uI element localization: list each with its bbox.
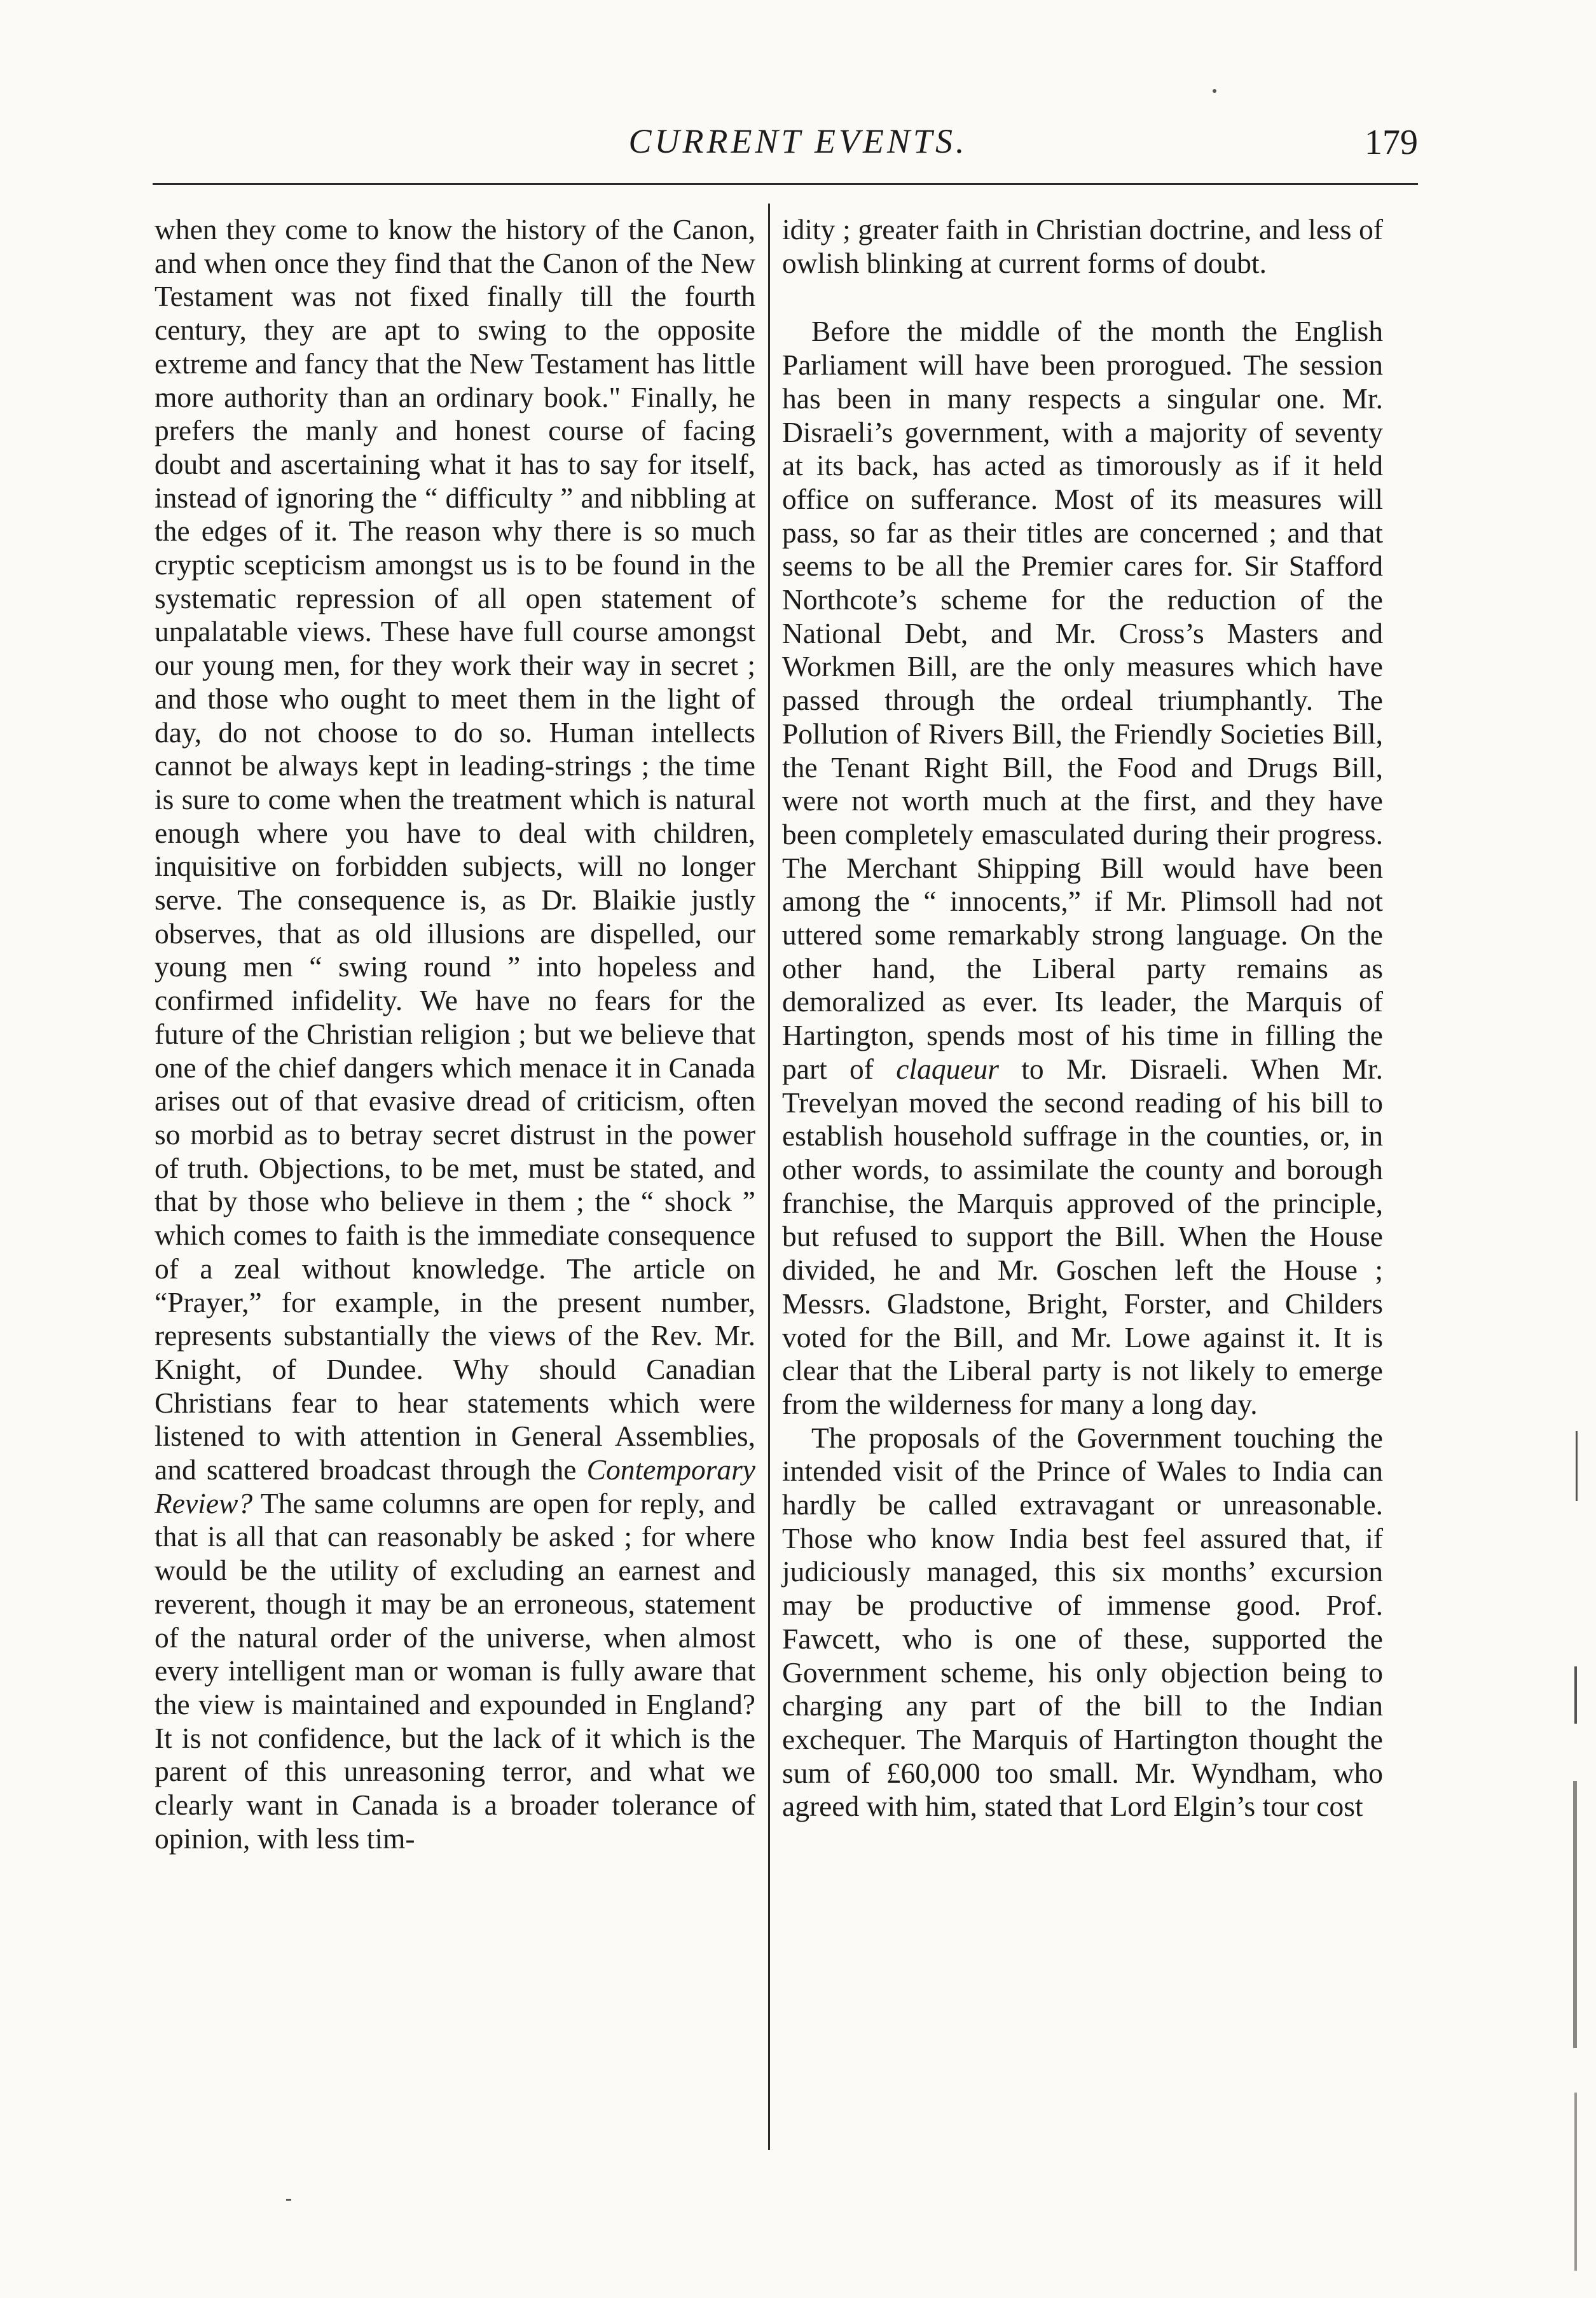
right-paragraph-2-text-a: Before the middle of the month the English Parliament will have been prorogued. The session has been in many respects a singular one. Mr. Disraeli’s government, with a majority of seventy at its back, has acted as timorously as if it held office on sufferance. Most of its measures will pass, so far as their titles are concerned ; and that seems to be all the Premier cares for. Sir Stafford Northcote’s scheme for the reduction of the National Debt, and Mr. Cross’s Masters and Workmen Bill, are the only measures which have passed through the ordeal triumphantly. The Pollution of Rivers Bill, the Friendly Societies Bill, the Tenant Right Bill, the Food and Drugs Bill, were not worth much at the first, and they have been completely emasculated during their progress. The Merchant Shipping Bill would have been among the “ innocents,” if Mr. Plimsoll had not uttered some remarkably strong language. On the other hand, the Liberal party remains as demoralized as ever. Its leader, the Marquis of Hartington, spends most of his time in filling the part of bbox=[782, 315, 1383, 1085]
right-paragraph-3: The proposals of the Government touching the intended visit of the Prince of Wales to India can hardly be called extravagant or unreasonable. Those who know India best feel assured that, if judiciously managed, this six months’ excursion may be productive of immense good. Prof. Fawcett, who is one of these, supported the Government scheme, his only objection being to charging any part of the bill to the Indian exchequer. The Marquis of Hartington thought the sum of £60,000 too small. Mr. Wyndham, who agreed with him, stated that Lord Elgin’s tour cost bbox=[782, 1421, 1383, 1823]
left-paragraph-1-italic-title: Contemporary Review? bbox=[155, 1453, 755, 1519]
scan-edge-mark bbox=[1573, 1781, 1577, 2048]
right-column bbox=[782, 213, 1383, 1824]
left-paragraph-1-text-a: when they come to know the history of the Canon, and when once they find that the Canon of the New Testament was not fixed finally till the fourth century, they are apt to swing to the opposite extreme and fancy that the New Testament has little more authority than an ordinary book." Finally, he prefers the manly and honest course of facing doubt and ascertaining what it has to say for itself, instead of ignoring the “ difficulty ” and nibbling at the edges of it. The reason why there is so much cryptic scepticism amongst us is to be found in the systematic repression of all open statement of unpalatable views. These have full course amongst our young men, for they work their way in secret ; and those who ought to meet them in the light of day, do not choose to do so. Human intellects cannot be always kept in leading-strings ; the time is sure to come when the treatment which is natural enough where you have to deal with children, inquisitive on forbidden subjects, will no longer serve. The consequence is, as Dr. Blaikie justly observes, that as old illusions are dispelled, our young men “ swing round ” into hopeless and confirmed infidelity. We have no fears for the future of the Christian religion ; but we believe that one of the chief dangers which menace it in Canada arises out of that evasive dread of criticism, often so morbid as to betray secret distrust in the power of truth. Objections, to be met, must be stated, and that by those who believe in them ; the “ shock ” which comes to faith is the immediate consequence of a zeal without knowledge. The article on “Prayer,” for example, in the present number, represents substantially the views of the Rev. Mr. Knight, of Dundee. Why should Canadian Christians fear to hear statements which were listened to with attention in General Assemblies, and scattered broadcast through the bbox=[155, 213, 755, 1486]
right-paragraph-1: idity ; greater faith in Christian doctrine, and less of owlish blinking at current forms of doubt. bbox=[782, 213, 1383, 279]
left-paragraph-1 bbox=[155, 213, 755, 1855]
scan-edge-mark bbox=[1574, 2093, 1577, 2271]
scan-speck bbox=[1213, 89, 1216, 93]
right-paragraph-2 bbox=[782, 315, 1383, 1421]
page-number: 179 bbox=[1365, 123, 1418, 162]
right-paragraph-2-text-b: to Mr. Disraeli. When Mr. Trevelyan moved the second reading of his bill to establish household suffrage in the counties, or, in other words, to assimilate the county and borough franchise, the Marquis approved of the principle, but refused to support the Bill. When the House divided, he and Mr. Goschen left the House ; Messrs. Gladstone, Bright, Forster, and Childers voted for the Bill, and Mr. Lowe against it. It is clear that the Liberal party is not likely to emerge from the wilderness for many a long day. bbox=[782, 1052, 1384, 1420]
header-rule bbox=[153, 183, 1418, 185]
left-paragraph-1-text-b: The same columns are open for reply, and that is all that can reasonably be asked ; for where would be the utility of excluding an earnest and reverent, though it may be an erroneous, statement of the natural order of the universe, when almost every intelligent man or woman is fully aware that the view is maintained and expounded in England? It is not confidence, but the lack of it which is the parent of this unreasoning terror, and what we clearly want in Canada is a broader tolerance of opinion, with less tim- bbox=[155, 1486, 755, 1855]
right-paragraph-2-italic-word: claqueur bbox=[896, 1052, 999, 1085]
running-title: CURRENT EVENTS. bbox=[628, 122, 968, 160]
scan-edge-mark bbox=[1576, 1431, 1578, 1501]
scan-speck bbox=[286, 2199, 291, 2201]
scan-edge-mark bbox=[1574, 1666, 1577, 1724]
left-column bbox=[155, 213, 755, 1855]
column-divider bbox=[768, 204, 770, 2150]
